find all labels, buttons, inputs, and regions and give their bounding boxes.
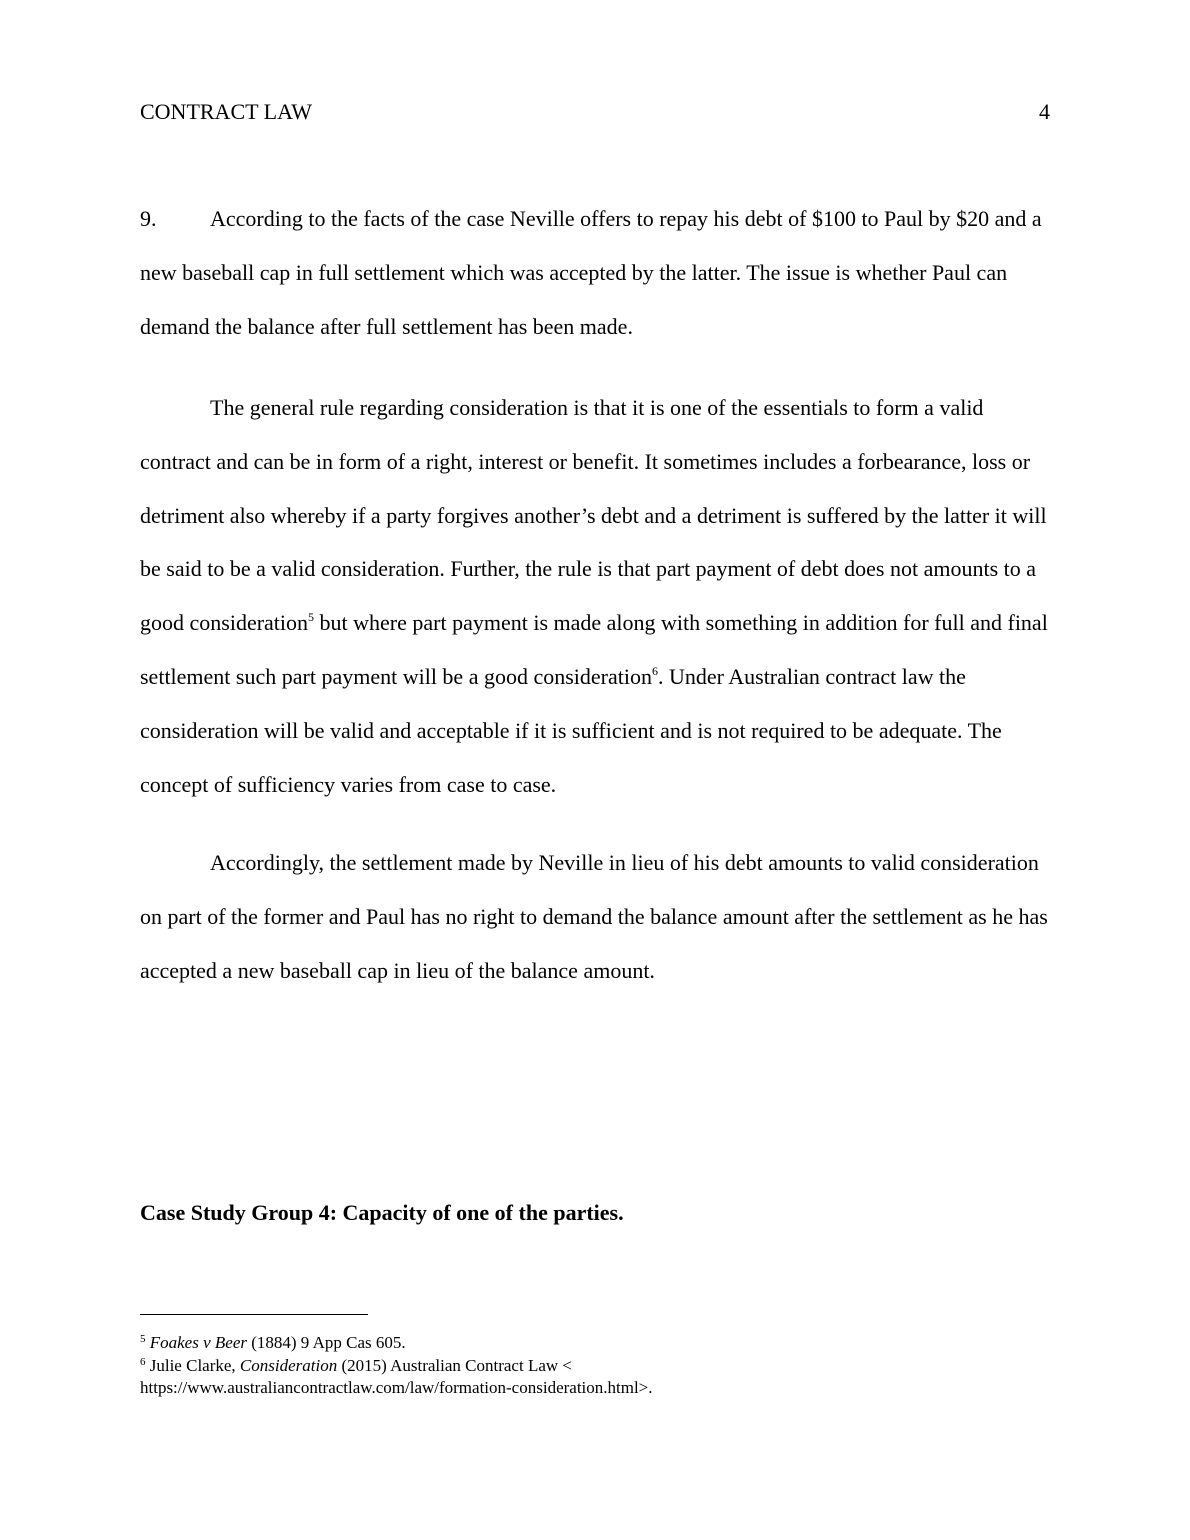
footnote-citation: (1884) 9 App Cas 605. [246, 1333, 406, 1352]
paragraph-conclusion-text: Accordingly, the settlement made by Neville in lieu of his debt amounts to valid consideration on part of the former and Paul has no right to demand the balance amount after the settlement as he has accepted a new baseball cap in lieu of the balance amount. [140, 850, 1048, 983]
paragraph-general-rule-text-2: but where part payment is made along with something in addition for full and final settlement such part payment will be a good consideration [140, 610, 1048, 689]
footnote-case-name: Foakes v Beer [149, 1333, 247, 1352]
paragraph-general-rule [140, 381, 1052, 811]
paragraph-9 [140, 192, 1052, 353]
paragraph-number: 9. [140, 206, 157, 231]
footnote-title: Consideration [239, 1355, 338, 1375]
section-heading-case-study-4: Case Study Group 4: Capacity of one of the parties. [140, 1200, 624, 1225]
footnote-mark: 6 [140, 1355, 146, 1368]
footnote-separator [140, 1314, 368, 1315]
footnotes [140, 1332, 1052, 1400]
paragraph-9-text: According to the facts of the case Neville offers to repay his debt of $100 to Paul by $20 and a new baseball cap in full settlement which was accepted by the latter. The issue is whether Paul can demand the balance after full settlement has been made. [140, 206, 1042, 339]
footnote-ref-6[interactable]: 6 [651, 663, 658, 678]
footnote-5 [140, 1332, 1052, 1355]
footnote-source: (2015) Australian Contract Law < [337, 1355, 572, 1375]
footnote-mark: 5 [140, 1333, 146, 1345]
footnote-author: Julie Clarke, [145, 1355, 240, 1375]
footnote-url[interactable]: https://www.australiancontractlaw.com/law/formation-consideration.html>. [140, 1378, 653, 1397]
footnote-6 [140, 1355, 1052, 1378]
running-header-title: CONTRACT LAW [140, 99, 312, 124]
paragraph-general-rule-text-1: The general rule regarding consideration is that it is one of the essentials to form a valid contract and can be in form of a right, interest or benefit. It sometimes includes a forbearance, loss or detriment also whereby if a party forgives another’s debt and a detriment is suffered by the latter it will be said to be a valid consideration. Further, the rule is that part payment of debt does not amounts to a good consideration [140, 395, 1047, 636]
page-number: 4 [1039, 99, 1050, 124]
paragraph-conclusion [140, 836, 1052, 997]
footnote-ref-5[interactable]: 5 [308, 610, 315, 625]
paragraph-general-rule-text-3: . Under Australian contract law the consideration will be valid and acceptable if it is sufficient and is not required to be adequate. The concept of sufficiency varies from case to case. [140, 663, 1002, 797]
